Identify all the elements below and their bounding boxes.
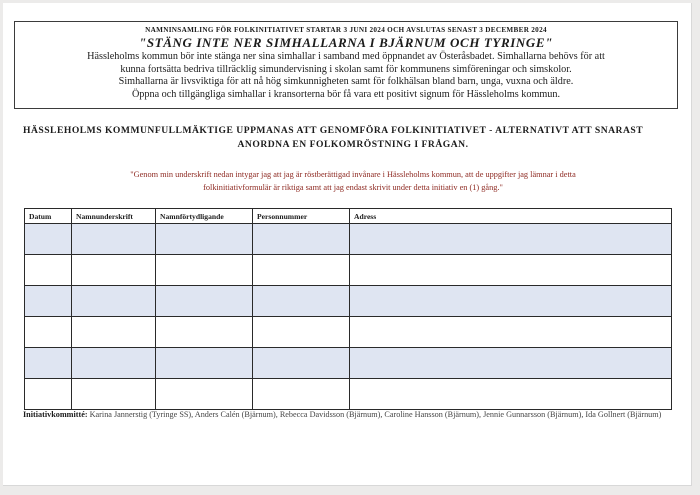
personal-number-cell[interactable] [253, 224, 350, 255]
name-cell[interactable] [156, 255, 253, 286]
personal-number-cell[interactable] [253, 255, 350, 286]
collection-dates: NAMNINSAMLING FÖR FOLKINITIATIVET STARTAR 3 JUNI 2024 OCH AVSLUTAS SENAST 3 DECEMBER 2024 [145, 26, 547, 34]
personal-number-cell[interactable] [253, 317, 350, 348]
signature-row [25, 255, 672, 286]
table-header-row [25, 209, 672, 224]
signature-cell[interactable] [72, 379, 156, 410]
name-cell[interactable] [156, 379, 253, 410]
signature-row [25, 224, 672, 255]
name-cell[interactable] [156, 317, 253, 348]
signature-table [24, 208, 672, 410]
signature-cell[interactable] [72, 286, 156, 317]
column-header-date: Datum [25, 209, 72, 224]
personal-number-cell[interactable] [253, 348, 350, 379]
council-demand [23, 124, 683, 151]
address-cell[interactable] [350, 348, 672, 379]
initiative-committee [23, 409, 663, 422]
petition-sheet [3, 3, 692, 486]
address-cell[interactable] [350, 255, 672, 286]
declaration-line: folkinitiativformulär är riktiga samt att jag endast skrivit under detta initiativ en (1) gång." [203, 182, 503, 192]
petition-title: "STÄNG INTE NER SIMHALLARNA I BJÄRNUM OCH TYRINGE" [139, 35, 553, 50]
header-box [14, 21, 678, 109]
address-cell[interactable] [350, 224, 672, 255]
date-cell[interactable] [25, 317, 72, 348]
demand-line: ANORDNA EN FOLKOMRÖSTNING I FRÅGAN. [237, 138, 469, 150]
column-header-address: Adress [350, 209, 672, 224]
intro-line: Simhallarna är livsviktiga för att nå hög simkunnigheten samt för folkhälsan bland barn, unga, vuxna och äldre. [118, 76, 574, 88]
address-cell[interactable] [350, 317, 672, 348]
signature-row [25, 317, 672, 348]
committee-members: Karina Jannerstig (Tyringe SS), Anders Calén (Bjärnum), Rebecca Davidsson (Bjärnum), Caroline Hansson (Bjärnum), Jennie Gunnarsson (Bjärnum), Ida Gollnert (Bjärnum) [89, 410, 662, 419]
date-cell[interactable] [25, 379, 72, 410]
date-cell[interactable] [25, 255, 72, 286]
declaration-line: "Genom min underskrift nedan intygar jag att jag är röstberättigad invånare i Hässleholms kommun, att de uppgifter jag lämnar i detta [130, 170, 576, 179]
demand-line: HÄSSLEHOLMS KOMMUNFULLMÄKTIGE UPPMANAS ATT GENOMFÖRA FOLKINITIATIVET - ALTERNATIVT ATT SNARAST [23, 125, 644, 136]
name-cell[interactable] [156, 348, 253, 379]
column-header-signature: Namnunderskrift [72, 209, 156, 224]
signature-row [25, 286, 672, 317]
intro-line: Hässleholms kommun bör inte stänga ner sina simhallar i samband med öppnandet av Österåsbadet. Simhallarna behövs för att [87, 51, 605, 62]
personal-number-cell[interactable] [253, 379, 350, 410]
name-cell[interactable] [156, 286, 253, 317]
address-cell[interactable] [350, 379, 672, 410]
signature-cell[interactable] [72, 224, 156, 255]
column-header-personal-number: Personnummer [253, 209, 350, 224]
column-header-name-clarification: Namnförtydligande [156, 209, 253, 224]
intro-line: kunna fortsätta bedriva tillräcklig simundervisning i skolan samt för kommunens simföreningar och simskolor. [120, 63, 572, 75]
signature-cell[interactable] [72, 317, 156, 348]
signature-row [25, 379, 672, 410]
date-cell[interactable] [25, 224, 72, 255]
committee-label: Initiativkommitté: [23, 410, 88, 419]
personal-number-cell[interactable] [253, 286, 350, 317]
date-cell[interactable] [25, 348, 72, 379]
intro-line: Öppna och tillgängliga simhallar i kransorterna bör få vara ett positivt signum för Hässleholms kommun. [131, 88, 561, 100]
signature-cell[interactable] [72, 348, 156, 379]
date-cell[interactable] [25, 286, 72, 317]
signature-declaration [43, 169, 663, 194]
name-cell[interactable] [156, 224, 253, 255]
signature-row [25, 348, 672, 379]
address-cell[interactable] [350, 286, 672, 317]
signature-cell[interactable] [72, 255, 156, 286]
